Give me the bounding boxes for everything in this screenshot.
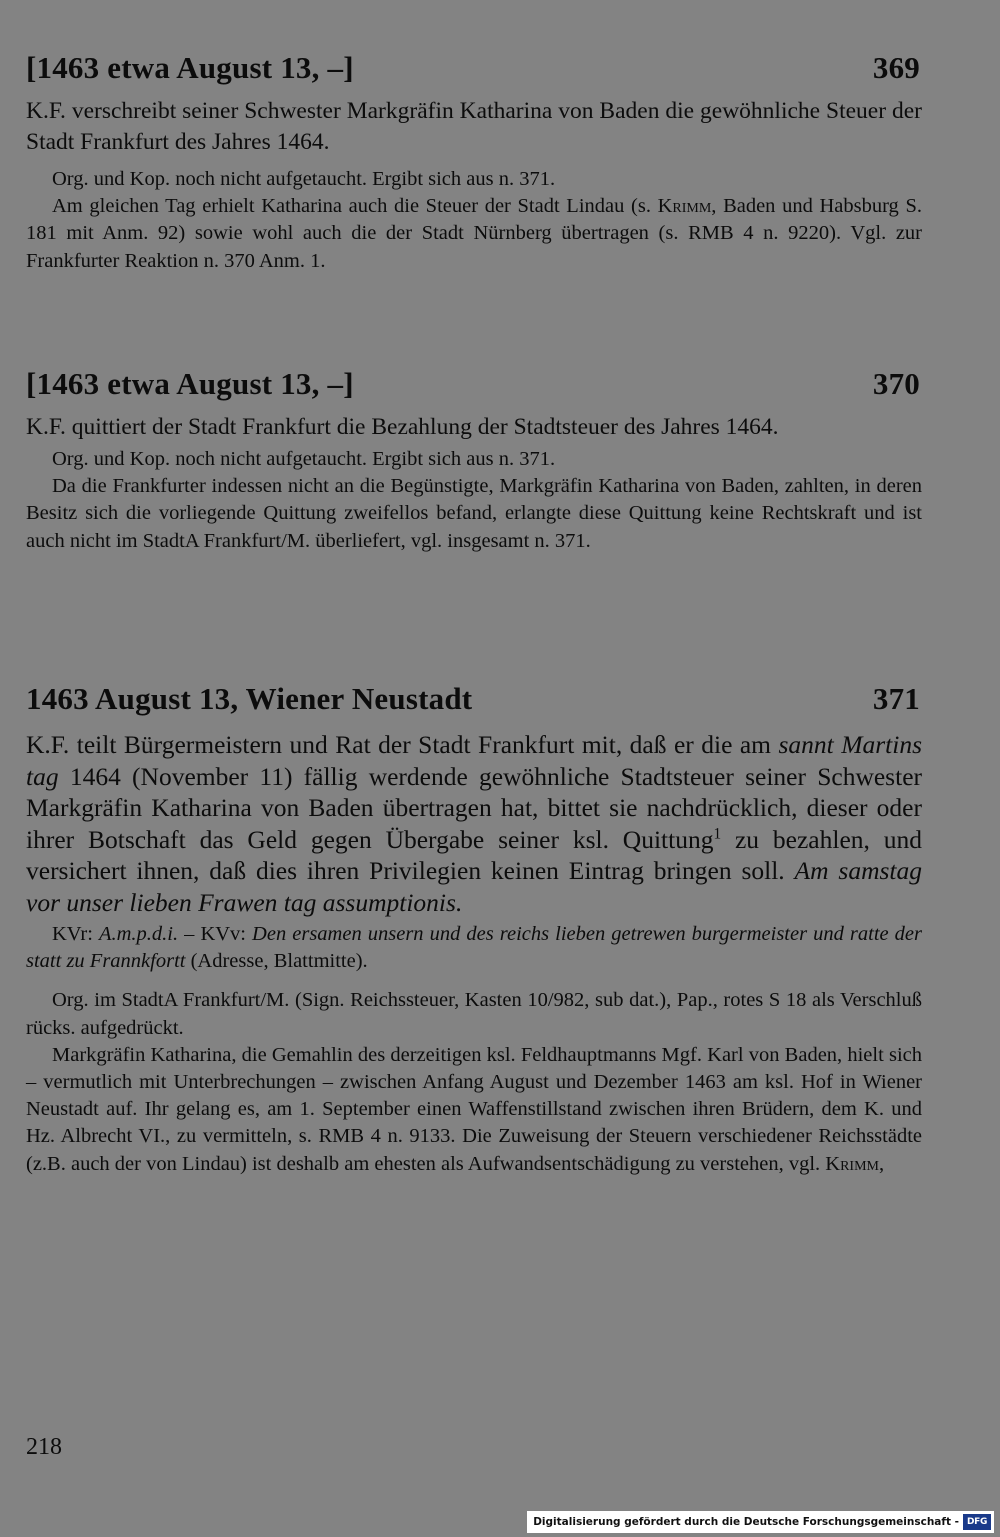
regest-text: K.F. quittiert der Stadt Frankfurt die Bezahlung der Stadtsteuer des Jahres 1464. — [26, 414, 779, 440]
entry-heading — [26, 50, 922, 86]
note-text: Am gleichen Tag erhielt Katharina auch die Steuer der Stadt Lindau (s. — [52, 195, 658, 218]
entry-date: [1463 etwa August 13, –] — [26, 50, 354, 85]
chancery-notes — [26, 921, 922, 975]
note-paragraph: Org. im StadtA Frankfurt/M. (Sign. Reichssteuer, Kasten 10/982, sub dat.), Pap., rotes S 18 als Verschluß rücks. aufgedrückt. — [26, 989, 922, 1039]
regest-text — [26, 729, 922, 918]
note-paragraph: Org. und Kop. noch nicht aufgetaucht. Ergibt sich aus n. 371. — [52, 168, 556, 190]
entry-number: 369 — [872, 50, 920, 85]
note-text: Markgräfin Katharina, die Gemahlin des derzeitigen ksl. Feldhauptmanns Mgf. Karl von Baden, hielt sich – vermutlich mit Unterbrechungen – zwischen Anfang August und Dezember 1463 am ksl. Hof in Wiener Neustadt auf. Ihr gelang es, am 1. September einen Waffenstillstand zwischen ihren Brüdern, dem K. und Hz. Albrecht VI., zu vermitteln, s. RMB 4 n. 9133. Die Zuweisung der Steuern verschiedener Reichsstädte (z.B. auch der von Lindau) ist deshalb am ehesten als Aufwandsentschädigung zu verstehen, vgl. — [26, 1043, 922, 1175]
kvv-value: Den ersamen unsern und des reichs lieben getrewen burgermeister und ratte der statt zu Frannkfortt — [26, 923, 922, 973]
regest-part: zu bezahlen, und versichert ihnen, daß dies ihren Privilegien keinen Eintrag bringen soll. — [26, 824, 922, 885]
dfg-logo: DFG — [963, 1514, 991, 1530]
note-text: , Baden und Habsburg S. 181 mit Anm. 92) sowie wohl auch die der Stadt Nürnberg übertragen (s. RMB 4 n. 9220). Vgl. zur Frankfurter Reaktion n. 370 Anm. 1. — [26, 195, 922, 272]
entry-number: 370 — [872, 366, 920, 401]
note-paragraph: Da die Frankfurter indessen nicht an die Begünstigte, Markgräfin Katharina von Baden, zahlten, in deren Besitz sich die vorliegende Quittung zweifellos befand, erlangte diese Quittung keine Rechtskraft und ist auch nicht im StadtA Frankfurt/M. überliefert, vgl. insgesamt n. 371. — [26, 475, 922, 552]
regest-part: 1464 (November 11) fällig werdende gewöhnliche Stadtsteuer seiner Schwester Markgräfin Katharina von Baden übertragen hat, bittet sie nachdrücklich, dieser oder ihrer Botschaft das Geld gegen Übergabe seiner ksl. Quittung — [26, 761, 922, 854]
regest-part: K.F. teilt Bürgermeistern und Rat der Stadt Frankfurt mit, daß er die am — [26, 730, 779, 759]
entry-heading — [26, 681, 922, 717]
dfg-credit-banner[interactable] — [527, 1511, 994, 1533]
kvv-label: – KVv: — [178, 923, 253, 945]
footnote-marker: 1 — [713, 825, 722, 842]
kvr-value: A.m.p.d.i. — [98, 923, 179, 945]
regest-entry-369 — [26, 50, 922, 275]
regest-entry-370 — [26, 366, 922, 555]
page-number: 218 — [26, 1434, 62, 1460]
entry-number: 371 — [872, 681, 920, 716]
dating-clause: Am samstag vor unser lieben Frawen tag assumptionis. — [26, 856, 923, 917]
regest-text: K.F. verschreibt seiner Schwester Markgräfin Katharina von Baden die gewöhnliche Steuer der Stadt Frankfurt des Jahres 1464. — [26, 98, 922, 155]
kvr-label: KVr: — [52, 923, 99, 945]
author-name: Krimm — [825, 1152, 879, 1175]
quoted-date: sannt Martins tag — [26, 730, 922, 791]
entry-date: 1463 August 13, Wiener Neustadt — [26, 681, 473, 716]
note-paragraph: Org. und Kop. noch nicht aufgetaucht. Ergibt sich aus n. 371. — [52, 448, 556, 470]
credit-text: Digitalisierung gefördert durch die Deutsche Forschungsgemeinschaft - — [533, 1516, 959, 1528]
regest-entry-371 — [26, 681, 922, 1178]
note-paragraph — [26, 193, 922, 275]
entry-heading — [26, 366, 922, 402]
author-name: Krimm — [657, 195, 712, 218]
kvv-note: (Adresse, Blattmitte). — [185, 950, 368, 973]
note-paragraph — [26, 1042, 922, 1178]
entry-date: [1463 etwa August 13, –] — [26, 366, 354, 401]
note-text: , — [878, 1152, 885, 1175]
